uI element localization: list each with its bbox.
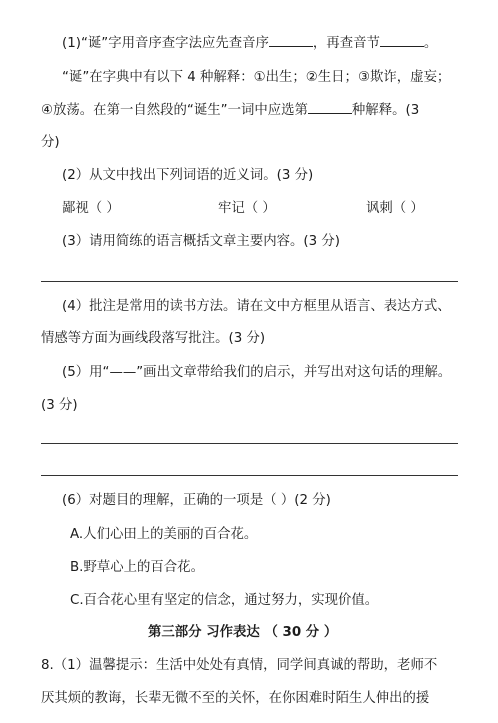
q5-line1: (5）用“——”画出文章带给我们的启示，并写出对这句话的理解。 [62,365,452,380]
q8-line2: 厌其烦的教诲，长辈无微不至的关怀，在你困难时陌生人伸出的援 [41,691,430,706]
q1-text-d: ④放荡。在第一自然段的“诞生”一词中应选第 [41,103,308,118]
q6-prompt: (6）对题目的理解，正确的一项是（ ）(2 分) [62,493,331,508]
section3-heading: 第三部分 习作表达 （ 30 分 ） [148,625,338,640]
q1-text-e: 种解释。(3 [351,103,420,118]
q5-answer-line-1[interactable] [41,443,458,444]
q5-answer-line-2[interactable] [41,475,458,476]
q6-option-b[interactable]: B.野草心上的百合花。 [70,560,204,575]
q6-option-c[interactable]: C.百合花心里有坚定的信念，通过努力，实现价值。 [70,593,379,608]
q4-line2: 情感等方面为画线段落写批注。(3 分) [41,331,266,346]
q2-prompt: (2）从文中找出下列词语的近义词。(3 分) [62,168,314,183]
q5-line2: (3 分) [41,398,78,413]
q1-line2: “诞”在字典中有以下 4 种解释：①出生；②生日；③欺诈，虚妄； [62,70,451,85]
q2-word-bishi: 鄙视（ ） [62,201,120,216]
q4-line1: (4）批注是常用的读书方法。请在文中方框里从语言、表达方式、 [62,299,451,314]
q3-answer-line[interactable] [41,281,458,282]
q1-blank-yinjie[interactable] [380,34,424,47]
q1-line4: 分) [41,135,60,150]
q1-text-c: 。 [423,36,438,51]
q2-word-laoji: 牢记（ ） [218,201,276,216]
q1-line1 [62,34,437,54]
q2-word-fengci: 讽刺（ ） [366,201,424,216]
q1-blank-choice[interactable] [308,101,352,114]
q6-option-a[interactable]: A.人们心田上的美丽的百合花。 [70,527,258,542]
q3-prompt: (3）请用简练的语言概括文章主要内容。(3 分) [62,234,340,249]
q1-line3 [41,101,419,121]
q1-text-a: (1)“诞”字用音序查字法应先查音序 [62,36,269,51]
q8-line1: 8.（1）温馨提示：生活中处处有真情，同学间真诚的帮助，老师不 [41,658,438,673]
q1-blank-yinxu[interactable] [269,34,313,47]
q1-text-b: ，再查音节 [312,36,380,51]
